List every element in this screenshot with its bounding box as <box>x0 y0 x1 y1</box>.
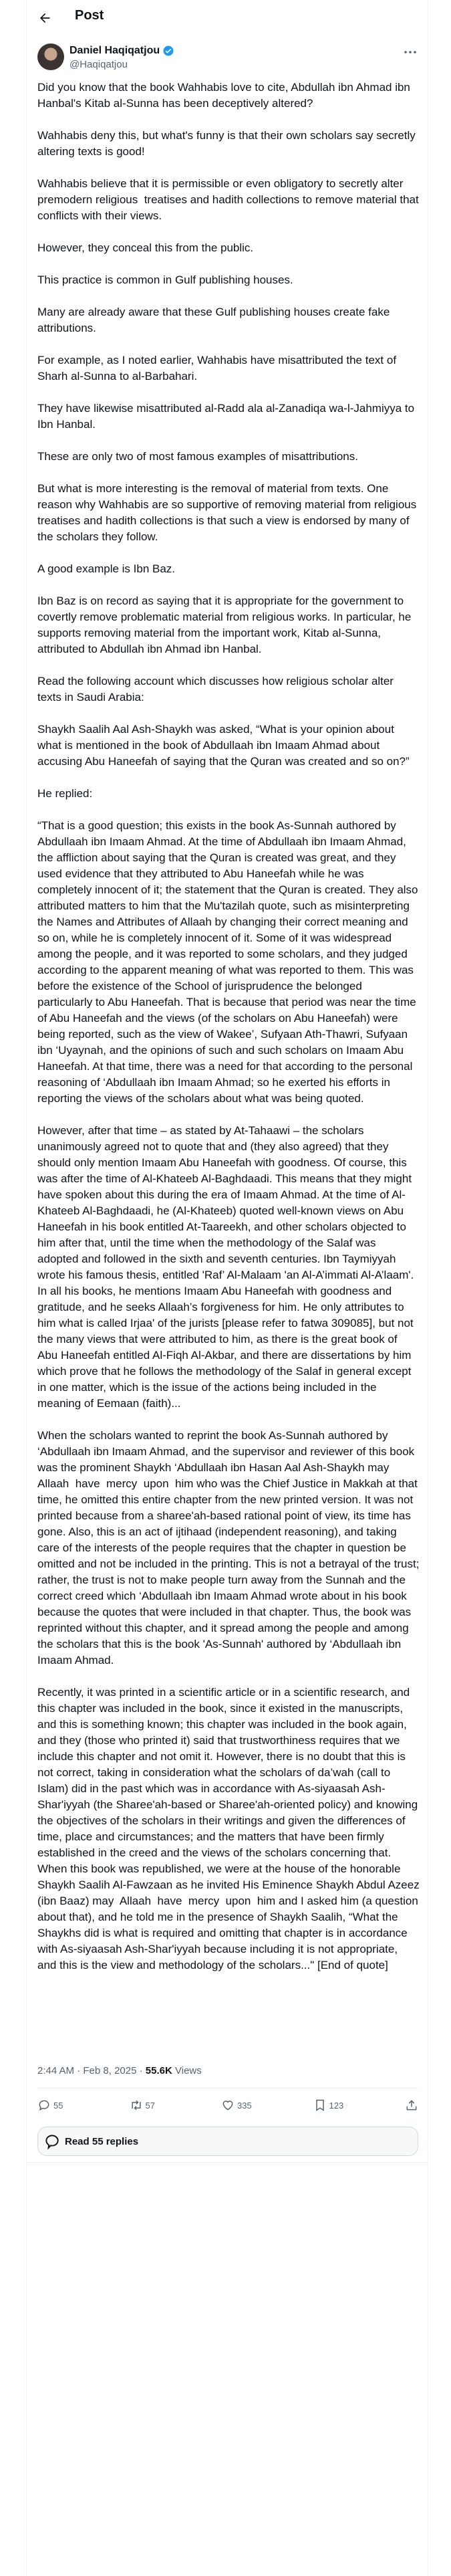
post-paragraph: Did you know that the book Wahhabis love to cite, Abdullah ibn Ahmad ibn Hanbal's Kitab al-Sunna has been deceptively altered? <box>37 81 414 110</box>
post-meta <box>37 2064 202 2078</box>
post-body <box>37 80 423 1990</box>
post-paragraph: Many are already aware that these Gulf publishing houses create fake attributions. <box>37 306 394 334</box>
post-paragraph: But what is more interesting is the removal of material from texts. One reason why Wahhabis are so supportive of removing material from religious treatises and hadith collections is that such a view is endorsed by many of the scholars they follow. <box>37 482 420 543</box>
like-count: 335 <box>237 2100 252 2111</box>
read-replies-label: Read 55 replies <box>65 2135 139 2147</box>
bookmark-button[interactable] <box>313 2099 394 2112</box>
author-handle[interactable]: @Haqiqatjou <box>69 59 128 70</box>
more-options-icon[interactable] <box>402 47 418 57</box>
heart-icon <box>221 2099 235 2112</box>
post-paragraph: Ibn Baz is on record as saying that it is appropriate for the government to covertly remove problematic material from religious works. In particular, he supports removing material from the important work, Kitab al-Sunna, attributed to Abdullah ibn Ahmad ibn Hanbal. <box>37 595 415 655</box>
post-paragraph: “That is a good question; this exists in the book As-Sunnah authored by Abdullaah ibn Imaam Ahmad. At the time of Abdullaah ibn Imaam Ahmad, the affliction about saying that the Quran is created was great, and they used evidence that they attributed to Abu Haneefah while he was completely innocent of it; the statement that the Quran is created. They also attributed matters to him that the Mu'tazilah quote, such as misinterpreting the Names and Attributes of Allaah by changing their correct meaning and so on, while he is completely innocent of it. Some of it was widespread among the people, and it was reported to some scholars, and they judged according to the apparent meaning of what was reported to them. This was before the existence of the School of jurisprudence the belonged particularly to Abu Haneefah. That is because that period was near the time of Abu Haneefah and the views (of the scholars on Abu Haneefah) were being reported, such as the view of Wakee’, Sufyaan Ath-Thawri, Sufyaan ibn ‘Uyaynah, and the opinions of such and such scholars on Imaam Abu Haneefah. At that time, there was a need for that according to the personal reasoning of ‘Abdullaah ibn Imaam Ahmad; so he exerted his efforts in reporting the views of the scholars about what was being quoted. <box>37 819 422 1105</box>
post-paragraph: However, they conceal this from the public. <box>37 241 254 254</box>
post-paragraph: Read the following account which discusses how religious scholar alter texts in Saudi Arabia: <box>37 675 397 704</box>
meta-separator: · <box>74 2065 84 2076</box>
post-date[interactable]: Feb 8, 2025 <box>83 2065 137 2076</box>
arrow-left-icon <box>38 11 51 25</box>
post-paragraph: Wahhabis believe that it is permissible or even obligatory to secretly alter premodern religious treatises and hadith collections to remove material that conflicts with their views. <box>37 177 422 222</box>
post-paragraph: These are only two of most famous examples of misattributions. <box>37 450 358 463</box>
like-button[interactable] <box>221 2099 301 2112</box>
avatar[interactable] <box>37 43 64 70</box>
views-count: 55.6K <box>145 2065 172 2076</box>
author-name-text: Daniel Haqiqatjou <box>69 45 160 56</box>
share-icon <box>405 2099 418 2112</box>
post-paragraph: He replied: <box>37 787 93 800</box>
verified-badge-icon <box>162 45 174 57</box>
repost-icon <box>130 2099 143 2112</box>
reply-icon <box>37 2099 51 2112</box>
post-paragraph: This practice is common in Gulf publishing houses. <box>37 274 293 286</box>
post-card <box>26 0 428 2576</box>
post-time[interactable]: 2:44 AM <box>37 2065 75 2076</box>
divider <box>27 2162 428 2163</box>
repost-button[interactable] <box>130 2099 210 2112</box>
back-button[interactable] <box>36 9 53 27</box>
post-paragraph: They have likewise misattributed al-Radd ala al-Zanadiqa wa-l-Jahmiyya to Ibn Hanbal. <box>37 402 418 431</box>
meta-separator: · <box>136 2065 146 2076</box>
post-paragraph: Wahhabis deny this, but what's funny is that their own scholars say secretly altering texts is good! <box>37 129 419 158</box>
author-name[interactable] <box>69 45 174 57</box>
post-paragraph: Recently, it was printed in a scientific article or in a scientific research, and this chapter was included in the book, since it existed in the manuscripts, and this is something known; this chapter was included in the book again, and they (those who printed it) said that trustworthiness requires that we include this chapter and not omit it. However, there is no doubt that this is not correct, taking in consideration what the scholars of da’wah (call to Islam) did in the past which was in accordance with As-siyaasah Ash-Shar'iyyah (the Sharee'ah-based or Sharee'ah-oriented policy) and knowing the objectives of the scholars in their writings and given the differences of time, place and circumstances; and the matters that have been firmly established in the creed and the views of the scholars concerning that. When this book was republished, we were at the house of the honorable Shaykh Saalih Al-Fawzaan as he invited His Eminence Shaykh Abdul Azeez (ibn Baaz) may Allaah have mercy upon him and I asked him (a question about that), and he told me in the presence of Shaykh Saalih, “What the Shaykhs did is what is required and omitting that chapter is in accordance with As-siyaasah Ash-Shar'iyyah because including it is not appropriate, and this is the view and methodology of the scholars..." [End of quote] <box>37 1686 423 1971</box>
action-bar <box>37 2097 418 2113</box>
views-label: Views <box>175 2065 202 2076</box>
post-paragraph: When the scholars wanted to reprint the book As-Sunnah authored by ‘Abdullaah ibn Imaam Ahmad, and the supervisor and reviewer of this book was the prominent Shaykh ‘Abdullaah ibn Hasan Aal Ash-Shaykh may Allaah have mercy upon him who was the Chief Justice in Makkah at that time, he omitted this entire chapter from the new printed version. It was not printed because from a sharee'ah-based rational point of view, its time has gone. Also, this is an act of ijtihaad (independent reasoning), and taking care of the interests of the people requires that the chapter in question be omitted and not be included in the printing. This is not a betrayal of the trust; rather, the trust is not to make people turn away from the Sunnah and the correct creed which ‘Abdullaah ibn Imaam Ahmad wrote about in his book because the quotes that were included in that chapter. Thus, the book was reprinted without this chapter, and it spread among the people and among the scholars that this is the book 'As-Sunnah' authored by ‘Abdullaah ibn Imaam Ahmad. <box>37 1429 423 1667</box>
page-title: Post <box>75 8 104 23</box>
post-paragraph: For example, as I noted earlier, Wahhabis have misattributed the text of Sharh al-Sunna to al-Barbahari. <box>37 354 400 383</box>
reply-bubble-icon <box>43 2133 61 2150</box>
post-paragraph: A good example is Ibn Baz. <box>37 562 176 575</box>
repost-count: 57 <box>145 2100 155 2111</box>
reply-button[interactable] <box>37 2099 118 2112</box>
bookmark-count: 123 <box>329 2100 344 2111</box>
author-row <box>37 43 418 72</box>
bookmark-icon <box>313 2099 327 2112</box>
post-paragraph: However, after that time – as stated by At-Tahaawi – the scholars unanimously agreed not to quote that and (they also agreed) that they should only mention Imaam Abu Haneefah with goodness. Of course, this was after the time of Al-Khateeb Al-Baghdaadi. This means that they might have spoken about this during the era of Imaam Ahmad. At the time of Al-Khateeb Al-Baghdaadi, he (Al-Khateeb) quoted well-known views on Abu Haneefah in his book entitled At-Taareekh, and other scholars objected to him after that, until the time when the methodology of the Salaf was adopted and followed in the sixth and seventh centuries. Ibn Taymiyyah wrote his famous thesis, entitled 'Raf’ Al-Malaam 'an Al-A’immati Al-A’laam'. In all his books, he mentions Imaam Abu Haneefah with goodness and gratitude, and he seeks Allaah’s forgiveness for him. He only attributes to him what is called Irjaa' of the jurists [please refer to fatwa 309085], but not the many views that were attributed to him, as there is the great book of Abu Haneefah entitled Al-Fiqh Al-Akbar, and there are dissertations by him which prove that he follows the methodology of the Salaf in general except in one matter, which is the issue of the actions being included in the meaning of Eemaan (faith)... <box>37 1124 418 1410</box>
reply-count: 55 <box>53 2100 63 2111</box>
share-button[interactable] <box>405 2099 418 2112</box>
read-replies-button[interactable] <box>37 2127 418 2156</box>
header <box>27 0 428 36</box>
post-paragraph: Shaykh Saalih Aal Ash-Shaykh was asked, “What is your opinion about what is mentioned in the book of Abdullaah ibn Imaam Ahmad about accusing Abu Haneefah of saying that the Quran was created and so on?” <box>37 723 410 768</box>
